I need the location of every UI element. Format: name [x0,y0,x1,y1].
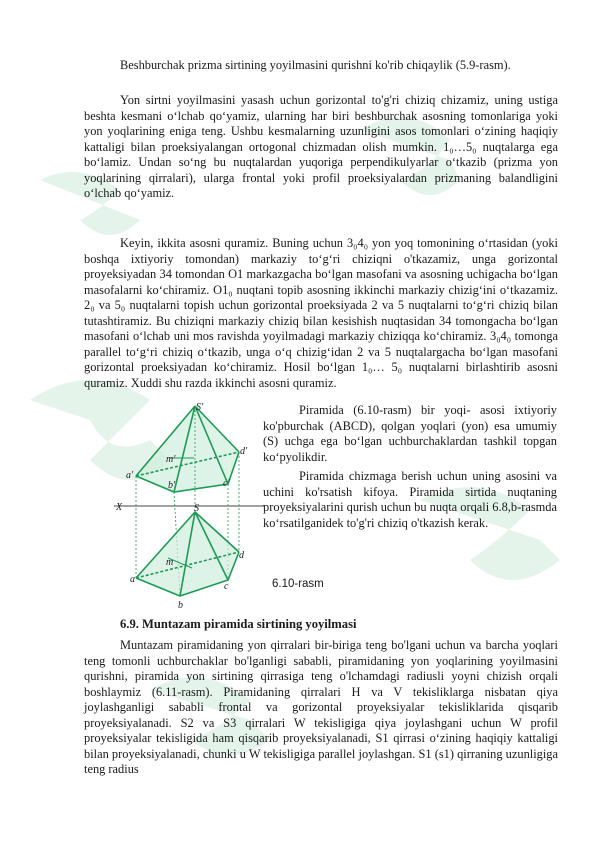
label-a-top: a' [126,470,134,481]
section-heading: 6.9. Muntazam piramida sirtining yoyilmasi [120,617,357,631]
pyramid-figure [108,400,266,610]
label-x-axis: X [116,502,123,513]
label-m-top: m' [166,454,176,465]
label-c-top: c' [223,478,230,489]
label-c: c [224,581,229,592]
paragraph-intro: Beshburchak prizma sirtining yoyilmasini qurishni ko'rib chiqaylik (5.9-rasm). [120,58,511,72]
paragraph-pyramid-definition: Piramida (6.10-rasm) bir yoqi- asosi ixtiyoriy ko'pburchak (ABCD), qolgan yoqlari (yon) esa umumiy (S) uchga ega bo‘lgan uchburchaklardan tashkil topgan ko‘pyolikdir. [263,403,557,464]
label-d-top: d' [240,446,248,457]
label-b-top: b' [168,480,176,491]
label-d: d [239,550,244,561]
paragraph-bases: Keyin, ikkita asosni quramiz. Buning uchun 3₀4₀ yon yoq tomonining o‘rtasidan (yoki boshqa ixtiyoriy tomondan) markaziy to‘g‘ri chiziqni o'tkazamiz, unga gorizontal proyeksiyadan 34 tomondan O1 markazgacha bo‘lgan masofani va asosning uchigacha bo‘lgan masofalarni ko‘chiramiz. O1₀ nuqtani topib asosning ikkinchi markaziy chizig‘ini o‘tkazamiz. 2₀ va 5₀ nuqtalarni topish uchun gorizontal proeksiyada 2 va 5 nuqtalarni to‘g‘ri chiziq bilan tutashtiramiz. Bu chiziqni markaziy chiziq bilan kesishish nuqtasidan 34 tomongacha bo‘lgan masofani o‘lchab uni mos ravishda yoyilmadagi markaziy chiziqqa ko‘chiramiz. 3₀4₀ tomonga parallel to‘g‘ri chiziq o‘tkazib, unga o‘q chizig‘idan 2 va 5 nuqtalargacha bo‘lgan masofani gorizontal proeksiyadan ko‘chiramiz. Hosil bo‘lgan 1₀… 5₀ nuqtalarni birlashtirib asosni quramiz. Xuddi shu razda ikkinchi asosni quramiz. [84,236,558,390]
label-m: m [166,557,174,568]
figure-caption: 6.10-rasm [272,578,324,590]
paragraph-lateral-surface: Yon sirtni yoyilmasini yasash uchun gorizontal to'g'ri chiziq chizamiz, uning ustiga beshta kesmani o‘lchab qo‘yamiz, ularning har biri beshburchak asosning tomonlariga yoki yon yoqlarining eniga teng. Ushbu kesmalarning uzunligini asos tomonlari o‘zining haqiqiy kattaligi bilan proeksiyalangan ortogonal chizmadan olish mumkin. 1₀…5₀ nuqtalarga ega bo‘lamiz. Undan so‘ng bu nuqtalardan yuqoriga perpendikulyarlar o‘tkazib (prizma yon yoqlarining qirralari), ularga frontal yoki profil proeksiyalardan prizmaning balandligini o‘lchab qo‘yamiz. [84,93,558,200]
paragraph-regular-pyramid: Muntazam piramidaning yon qirralari bir-biriga teng bo'lgani uchun va barcha yoqlari teng tomonli uchburchaklar bo'lganligi sababli, piramidaning yon yoqlarining yoyilmasini qurishni, piramida yon sirtining qirrasiga teng o'lchamdagi radiusli yoyni chizish orqali boshlaymiz (6.11-rasm). Piramidaning qirralari H va V tekisliklarga nisbatan qiya joylashganligi sababli frontal va gorizontal proyeksiyalar tekisliklarida qisqarib proyeksiyalanadi. S2 va S3 qirralari W tekisligiga qiya joylashgani uchun W profil proyeksiyalar tekisligida ham qisqarib proyeksiyalanadi, S1 qirrasi o‘zining haqiqiy kattaligi bilan proyeksiyalanadi, chunki u W tekisligiga parallel joylashgan. S1 (s1) qirraning uzunligiga teng radius [84,638,558,776]
label-s-bottom: S [194,503,199,514]
label-b: b [178,600,183,610]
label-a: a [130,574,135,585]
label-s-top: S' [196,402,204,413]
paragraph-pyramid-drawing: Piramida chizmaga berish uchun uning asosini va uchini ko'rsatish kifoya. Piramida sirtida nuqtaning proyeksiyalarini qurish uchun bu nuqta orqali 6.8,b-rasmda ko‘rsatilganidek to'g'ri chiziq o'tkazish kerak. [263,469,557,530]
